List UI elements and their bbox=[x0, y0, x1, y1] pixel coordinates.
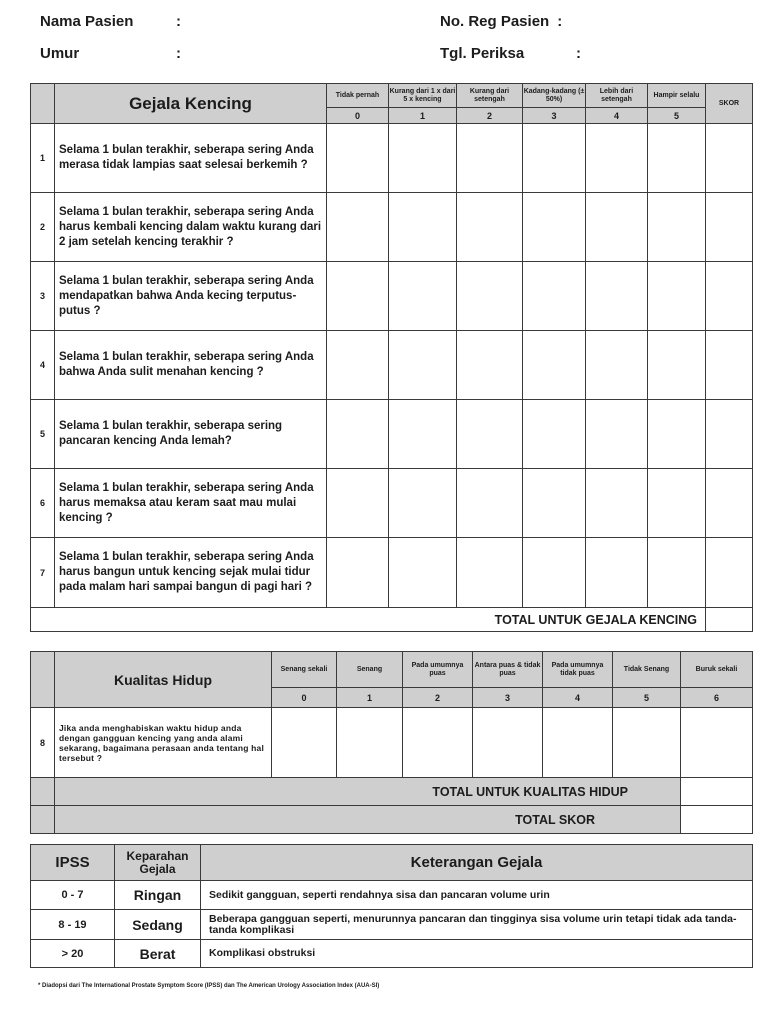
answer-cell[interactable] bbox=[523, 193, 586, 262]
skor-cell[interactable] bbox=[706, 193, 753, 262]
answer-cell[interactable] bbox=[586, 538, 648, 608]
answer-cell[interactable] bbox=[389, 538, 457, 608]
ipss-description: Beberapa gangguan seperti, menurunnya pancaran dan tingginya sisa volume urin tetapi tidak ada tanda-tanda komplikasi bbox=[201, 910, 753, 940]
skor-header: SKOR bbox=[706, 84, 753, 124]
shaded-cell bbox=[31, 778, 55, 806]
option-score: 6 bbox=[681, 688, 753, 708]
total-skor-label: TOTAL SKOR bbox=[55, 806, 681, 834]
answer-cell[interactable] bbox=[523, 400, 586, 469]
skor-cell[interactable] bbox=[706, 331, 753, 400]
colon: : bbox=[557, 13, 563, 30]
answer-cell[interactable] bbox=[523, 331, 586, 400]
ipss-severity: Ringan bbox=[115, 881, 201, 910]
question-number: 4 bbox=[31, 331, 55, 400]
option-score: 2 bbox=[403, 688, 473, 708]
ipss-range: 8 - 19 bbox=[31, 910, 115, 940]
question-text: Selama 1 bulan terakhir, seberapa sering Anda mendapatkan bahwa Anda kecing terputus-putus ? bbox=[55, 262, 327, 331]
answer-cell[interactable] bbox=[648, 262, 706, 331]
skor-cell[interactable] bbox=[706, 538, 753, 608]
answer-cell[interactable] bbox=[648, 469, 706, 538]
corner-cell bbox=[31, 652, 55, 708]
answer-cell[interactable] bbox=[457, 469, 523, 538]
option-header: Buruk sekali bbox=[681, 652, 753, 688]
option-score: 3 bbox=[473, 688, 543, 708]
option-header: Senang sekali bbox=[272, 652, 337, 688]
answer-cell[interactable] bbox=[389, 400, 457, 469]
question-row bbox=[31, 538, 753, 608]
answer-cell[interactable] bbox=[473, 708, 543, 778]
option-header: Tidak pernah bbox=[327, 84, 389, 108]
ipss-description: Sedikit gangguan, seperti rendahnya sisa dan pancaran volume urin bbox=[201, 881, 753, 910]
keterangan-header: Keterangan Gejala bbox=[201, 845, 753, 881]
ipss-table bbox=[30, 844, 753, 968]
no-reg-field bbox=[440, 13, 562, 30]
kualitas-title: Kualitas Hidup bbox=[55, 652, 272, 708]
answer-cell[interactable] bbox=[327, 538, 389, 608]
gejala-kencing-table bbox=[30, 83, 753, 632]
option-header: Antara puas & tidak puas bbox=[473, 652, 543, 688]
answer-cell[interactable] bbox=[523, 469, 586, 538]
question-number: 8 bbox=[31, 708, 55, 778]
answer-cell[interactable] bbox=[327, 262, 389, 331]
ipss-severity: Berat bbox=[115, 940, 201, 968]
answer-cell[interactable] bbox=[586, 262, 648, 331]
ipss-row bbox=[31, 881, 753, 910]
answer-cell[interactable] bbox=[389, 262, 457, 331]
total-gejala-label: TOTAL UNTUK GEJALA KENCING bbox=[31, 608, 706, 632]
colon: : bbox=[576, 45, 581, 62]
answer-cell[interactable] bbox=[403, 708, 473, 778]
answer-cell[interactable] bbox=[648, 331, 706, 400]
answer-cell[interactable] bbox=[613, 708, 681, 778]
question-row bbox=[31, 400, 753, 469]
question-text: Selama 1 bulan terakhir, seberapa sering Anda merasa tidak lampias saat selesai berkemih ? bbox=[55, 124, 327, 193]
option-header: Senang bbox=[337, 652, 403, 688]
answer-cell[interactable] bbox=[681, 708, 753, 778]
answer-cell[interactable] bbox=[327, 193, 389, 262]
answer-cell[interactable] bbox=[586, 469, 648, 538]
answer-cell[interactable] bbox=[327, 124, 389, 193]
ipss-row bbox=[31, 910, 753, 940]
total-skor-value[interactable] bbox=[681, 806, 753, 834]
ipss-row bbox=[31, 940, 753, 968]
option-header: Kadang-kadang (± 50%) bbox=[523, 84, 586, 108]
answer-cell[interactable] bbox=[389, 469, 457, 538]
question-text: Jika anda menghabiskan waktu hidup anda dengan gangguan kencing yang anda alami sekarang, bagaimana perasaan anda tentang hal tersebut ? bbox=[55, 708, 272, 778]
colon: : bbox=[176, 13, 181, 30]
question-row bbox=[31, 262, 753, 331]
answer-cell[interactable] bbox=[457, 331, 523, 400]
option-score: 3 bbox=[523, 108, 586, 124]
skor-cell[interactable] bbox=[706, 400, 753, 469]
answer-cell[interactable] bbox=[457, 400, 523, 469]
answer-cell[interactable] bbox=[327, 469, 389, 538]
question-text: Selama 1 bulan terakhir, seberapa sering pancaran kencing Anda lemah? bbox=[55, 400, 327, 469]
question-text: Selama 1 bulan terakhir, seberapa sering Anda harus memaksa atau keram saat mau mulai kencing ? bbox=[55, 469, 327, 538]
question-text: Selama 1 bulan terakhir, seberapa sering Anda harus kembali kencing dalam waktu kurang dari 2 jam setelah kencing terakhir ? bbox=[55, 193, 327, 262]
skor-cell[interactable] bbox=[706, 262, 753, 331]
answer-cell[interactable] bbox=[523, 262, 586, 331]
umur-label: Umur bbox=[40, 45, 80, 62]
answer-cell[interactable] bbox=[523, 538, 586, 608]
answer-cell[interactable] bbox=[327, 331, 389, 400]
answer-cell[interactable] bbox=[457, 124, 523, 193]
question-row bbox=[31, 469, 753, 538]
question-number: 6 bbox=[31, 469, 55, 538]
keparahan-header: Keparahan Gejala bbox=[115, 845, 201, 881]
nama-pasien-label: Nama Pasien bbox=[40, 13, 134, 30]
option-header: Kurang dari setengah bbox=[457, 84, 523, 108]
umur-field bbox=[40, 45, 181, 62]
option-header: Pada umumnya tidak puas bbox=[543, 652, 613, 688]
option-score: 0 bbox=[327, 108, 389, 124]
answer-cell[interactable] bbox=[586, 124, 648, 193]
question-number: 7 bbox=[31, 538, 55, 608]
colon: : bbox=[176, 45, 181, 62]
answer-cell[interactable] bbox=[457, 538, 523, 608]
answer-cell[interactable] bbox=[648, 400, 706, 469]
option-score: 5 bbox=[648, 108, 706, 124]
gejala-title: Gejala Kencing bbox=[55, 84, 327, 124]
question-number: 5 bbox=[31, 400, 55, 469]
question-text: Selama 1 bulan terakhir, seberapa sering Anda harus bangun untuk kencing sejak mulai tidur pada malam hari sampai bangun di pagi hari ? bbox=[55, 538, 327, 608]
footnote: * Diadopsi dari The International Prostate Symptom Score (IPSS) dan The American Urology Association Index (AUA-SI) bbox=[38, 983, 380, 989]
ipss-range: 0 - 7 bbox=[31, 881, 115, 910]
option-header: Pada umumnya puas bbox=[403, 652, 473, 688]
option-score: 0 bbox=[272, 688, 337, 708]
answer-cell[interactable] bbox=[586, 193, 648, 262]
option-score: 1 bbox=[337, 688, 403, 708]
question-row bbox=[31, 193, 753, 262]
question-text: Selama 1 bulan terakhir, seberapa sering Anda bahwa Anda sulit menahan kencing ? bbox=[55, 331, 327, 400]
total-kualitas-value[interactable] bbox=[681, 778, 753, 806]
answer-cell[interactable] bbox=[327, 400, 389, 469]
option-score: 1 bbox=[389, 108, 457, 124]
option-score: 2 bbox=[457, 108, 523, 124]
ipss-header: IPSS bbox=[31, 845, 115, 881]
question-row bbox=[31, 331, 753, 400]
option-header: Kurang dari 1 x dari 5 x kencing bbox=[389, 84, 457, 108]
kualitas-hidup-table bbox=[30, 651, 753, 834]
question-row bbox=[31, 124, 753, 193]
total-kualitas-label: TOTAL UNTUK KUALITAS HIDUP bbox=[55, 778, 681, 806]
tgl-periksa-label: Tgl. Periksa bbox=[440, 45, 525, 62]
option-score: 4 bbox=[543, 688, 613, 708]
answer-cell[interactable] bbox=[648, 193, 706, 262]
answer-cell[interactable] bbox=[648, 124, 706, 193]
answer-cell[interactable] bbox=[389, 124, 457, 193]
question-number: 2 bbox=[31, 193, 55, 262]
ipss-range: > 20 bbox=[31, 940, 115, 968]
no-reg-label: No. Reg Pasien bbox=[440, 13, 550, 30]
shaded-cell bbox=[31, 806, 55, 834]
question-number: 3 bbox=[31, 262, 55, 331]
answer-cell[interactable] bbox=[523, 124, 586, 193]
option-score: 4 bbox=[586, 108, 648, 124]
corner-cell bbox=[31, 84, 55, 124]
answer-cell[interactable] bbox=[389, 331, 457, 400]
ipss-description: Komplikasi obstruksi bbox=[201, 940, 753, 968]
option-score: 5 bbox=[613, 688, 681, 708]
skor-cell[interactable] bbox=[706, 124, 753, 193]
option-header: Tidak Senang bbox=[613, 652, 681, 688]
total-gejala-value[interactable] bbox=[706, 608, 753, 632]
answer-cell[interactable] bbox=[648, 538, 706, 608]
option-header: Hampir selalu bbox=[648, 84, 706, 108]
answer-cell[interactable] bbox=[586, 400, 648, 469]
answer-cell[interactable] bbox=[389, 193, 457, 262]
answer-cell[interactable] bbox=[457, 262, 523, 331]
skor-cell[interactable] bbox=[706, 469, 753, 538]
answer-cell[interactable] bbox=[272, 708, 337, 778]
answer-cell[interactable] bbox=[586, 331, 648, 400]
nama-pasien-field bbox=[40, 13, 181, 30]
answer-cell[interactable] bbox=[457, 193, 523, 262]
question-number: 1 bbox=[31, 124, 55, 193]
answer-cell[interactable] bbox=[337, 708, 403, 778]
answer-cell[interactable] bbox=[543, 708, 613, 778]
tgl-periksa-field bbox=[440, 45, 581, 62]
option-header: Lebih dari setengah bbox=[586, 84, 648, 108]
question-row bbox=[31, 708, 753, 778]
ipss-severity: Sedang bbox=[115, 910, 201, 940]
